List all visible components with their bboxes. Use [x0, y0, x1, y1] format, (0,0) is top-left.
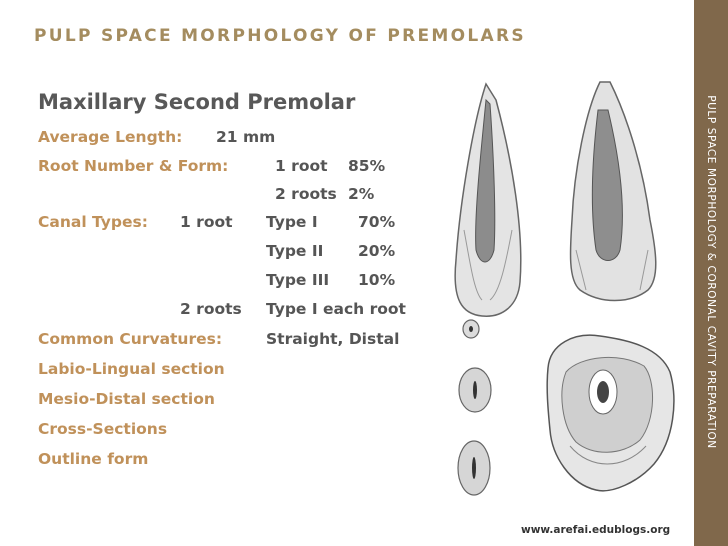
canal-group2-roots: 2 roots [180, 300, 242, 318]
sidebar-title: PULP SPACE MORPHOLOGY & CORONAL CAVITY PREPARATION [705, 95, 717, 449]
slide-title: PULP SPACE MORPHOLOGY OF PREMOLARS [34, 26, 526, 46]
root-number-row2-roots: 2 roots [275, 185, 337, 203]
mesio-distal-section-image [570, 82, 655, 301]
tooth-heading: Maxillary Second Premolar [38, 90, 356, 114]
average-length-value: 21 mm [216, 128, 276, 146]
cross-section-image-1 [463, 320, 479, 338]
link-labio-lingual[interactable]: Labio-Lingual section [38, 360, 225, 378]
canal-type3: Type III [266, 271, 330, 289]
cross-section-image-3 [458, 441, 490, 495]
canal-type1-pct: 70% [358, 213, 396, 231]
root-number-row1-roots: 1 root [275, 157, 328, 175]
curvatures-value: Straight, Distal [266, 330, 400, 348]
canal-type3-pct: 10% [358, 271, 396, 289]
canal-group2-desc: Type I each root [266, 300, 406, 318]
canal-type1: Type I [266, 213, 318, 231]
root-number-label: Root Number & Form: [38, 157, 229, 175]
curvatures-label: Common Curvatures: [38, 330, 223, 348]
link-mesio-distal[interactable]: Mesio-Distal section [38, 390, 215, 408]
footer-url[interactable]: www.arefai.edublogs.org [521, 524, 671, 536]
canal-type2: Type II [266, 242, 324, 260]
root-number-row1-pct: 85% [348, 157, 386, 175]
labio-lingual-section-image [455, 84, 521, 316]
root-number-row2-pct: 2% [348, 185, 375, 203]
occlusal-outline-image [547, 335, 674, 491]
link-cross-sections[interactable]: Cross-Sections [38, 420, 168, 438]
cross-section-image-2 [459, 368, 491, 412]
average-length-label: Average Length: [38, 128, 183, 146]
link-outline-form[interactable]: Outline form [38, 450, 149, 468]
canal-type2-pct: 20% [358, 242, 396, 260]
canal-group1-roots: 1 root [180, 213, 233, 231]
canal-types-label: Canal Types: [38, 213, 148, 231]
